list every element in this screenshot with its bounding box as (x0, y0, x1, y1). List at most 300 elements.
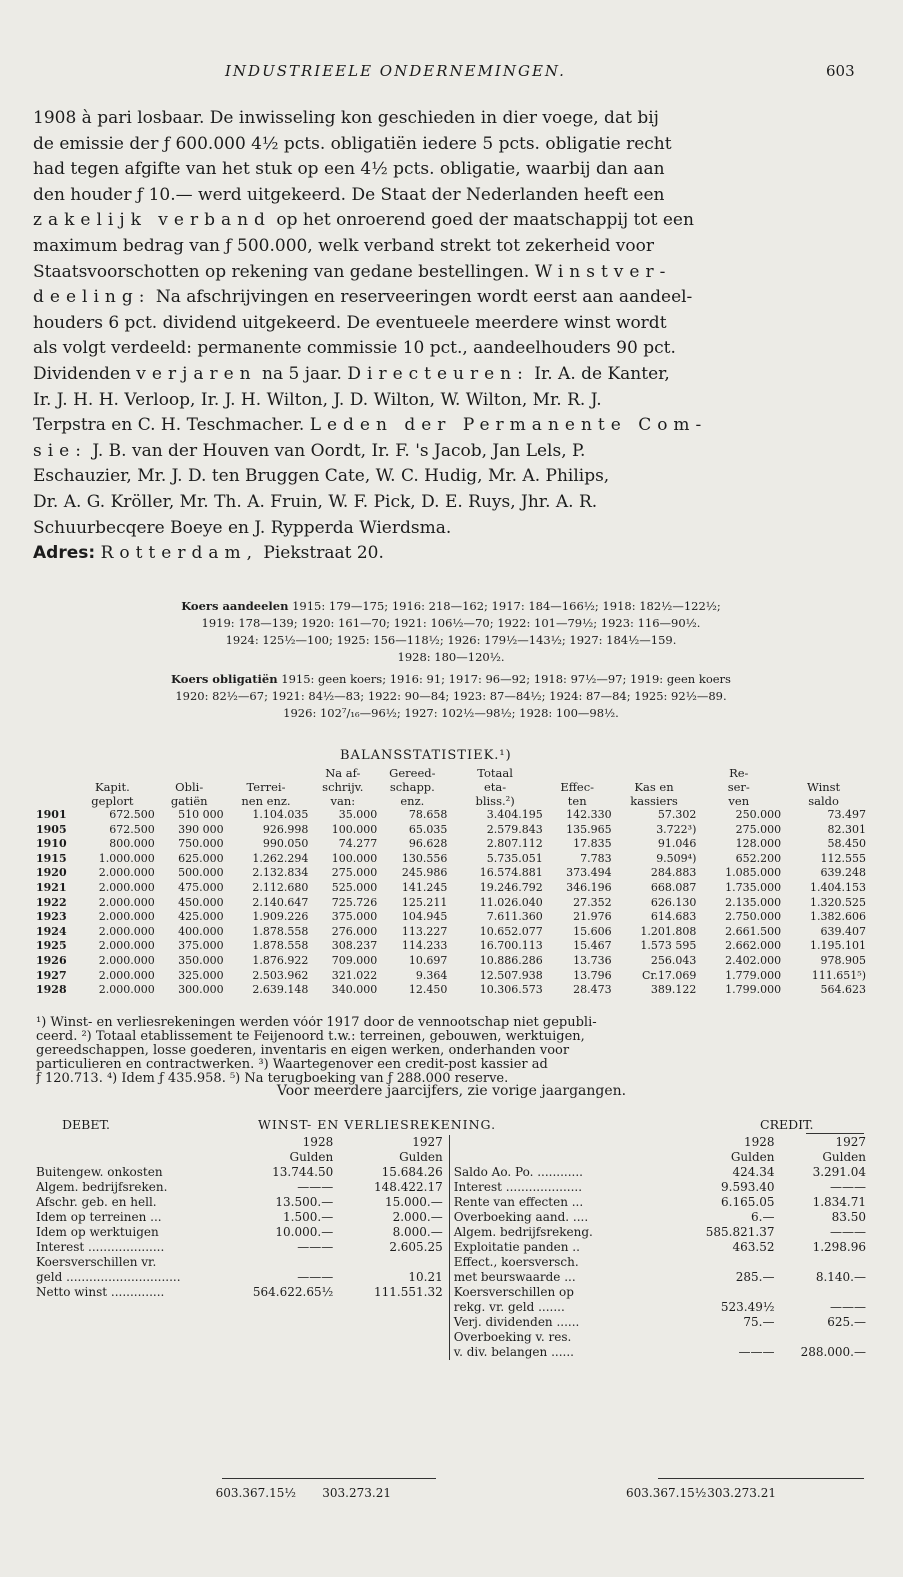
profit-loss-row (36, 1300, 866, 1315)
balance-header-cell: Winst (806, 780, 841, 794)
balance-cell: 16.700.113 (479, 939, 543, 953)
balance-cell: 135.965 (566, 822, 612, 836)
balance-cell: 2.579.843 (486, 822, 543, 836)
balance-cell: 725.726 (331, 895, 378, 909)
amount-cell: 523.49½ (720, 1300, 775, 1314)
balance-cell: 250.000 (735, 808, 782, 821)
balance-cell: 10.886.286 (479, 953, 543, 967)
text-fragment: op het onroerend goed der maatschappij tot een (270, 210, 694, 231)
text-line: 1920: 82½—67; 1921: 84½—83; 1922: 90—84; 1923: 87—84½; 1924: 87—84; 1925: 92½—89. (175, 689, 727, 703)
balance-cell: 10.306.573 (479, 983, 543, 997)
balance-cell: 672.500 (109, 808, 155, 821)
spacer-cell (36, 1135, 225, 1150)
balance-cell: 142.330 (566, 808, 612, 821)
address-line (33, 541, 869, 567)
account-label: Saldo Ao. Po. ............ (449, 1165, 694, 1180)
balance-cell: 1.195.101 (810, 939, 866, 953)
text-fragment: 1915: 179—175; 1916: 218—162; 1917: 184—166½; 1918: 182½—122½; (288, 599, 721, 613)
balance-cell: 2.661.500 (725, 924, 782, 938)
balance-header-cell: Totaal (477, 766, 513, 780)
balance-cell: 2.132.834 (252, 866, 309, 880)
balance-cell: 990.050 (262, 837, 309, 851)
address-street: Piekstraat 20. (258, 543, 384, 564)
balance-header-cell (36, 794, 70, 808)
account-label: Afschr. geb. en hell. (36, 1195, 157, 1209)
year-cell: 1915 (36, 851, 67, 865)
balance-cell: 2.000.000 (98, 983, 155, 997)
balance-cell: 614.683 (650, 910, 697, 924)
balance-cell: 2.402.000 (725, 953, 782, 967)
balance-header-row (36, 766, 866, 780)
balance-header-cell: Effec- (560, 780, 595, 794)
balance-cell: 13.736 (573, 953, 612, 967)
balance-cell: 11.026.040 (479, 895, 543, 909)
balance-cell: 321.022 (331, 968, 378, 982)
balance-cell: 1.878.558 (252, 939, 309, 953)
text-line: als volgt verdeeld: permanente commissie 10 pct., aandeelhouders 90 pct. (33, 338, 676, 359)
unit-cell: Gulden (399, 1150, 443, 1164)
total-cell: 603.367.15½ (215, 1486, 296, 1500)
balance-cell: 17.835 (573, 837, 612, 851)
amount-cell: 13.500.— (275, 1195, 334, 1209)
balance-cell: 21.976 (573, 910, 612, 924)
text-line (33, 439, 869, 465)
account-label: geld .............................. (36, 1270, 181, 1284)
balance-cell: 12.507.938 (479, 968, 543, 982)
balance-cell: 78.658 (408, 808, 448, 821)
balance-cell: 130.556 (401, 851, 448, 865)
spaced-term: verjaren (136, 363, 257, 384)
text-line: 1924: 125½—100; 1925: 156—118½; 1926: 179½—143½; 1927: 184½—159. (225, 633, 677, 647)
balance-row (36, 983, 866, 998)
profit-loss-row (36, 1210, 866, 1225)
account-label: Rente van effecten ... (449, 1195, 694, 1210)
balance-cell: 525.000 (331, 880, 378, 894)
text-fragment: J. B. van der Houven van Oordt, Ir. F. 's Jacob, Jan Lels, P. (86, 440, 586, 461)
balance-cell: 5.735.051 (486, 851, 543, 865)
balance-cell: 2.140.647 (252, 895, 309, 909)
profit-loss-title: WINST- EN VERLIESREKENING. (258, 1117, 497, 1132)
amount-cell: ——— (297, 1180, 334, 1194)
year-cell: 1901 (36, 808, 67, 821)
footnote-line: gereedschappen, losse goederen, inventaris en eigen werken, onderhanden voor (36, 1044, 570, 1058)
spacer-cell (449, 1135, 694, 1150)
balance-cell: 672.500 (109, 822, 155, 836)
balance-cell: 141.245 (401, 880, 448, 894)
footnote-line: ¹) Winst- en verliesrekeningen werden vóór 1917 door de vennootschap niet gepubli- (36, 1016, 597, 1030)
year-cell: 1927 (835, 1135, 866, 1149)
account-label: Verj. dividenden ...... (449, 1315, 694, 1330)
balance-row (36, 881, 866, 896)
share-prices (36, 598, 866, 666)
spaced-term: zakelijk verband (33, 210, 271, 231)
balance-cell: 350.000 (178, 953, 224, 967)
balance-cell: 2.000.000 (98, 895, 155, 909)
unit-cell: Gulden (289, 1150, 334, 1164)
amount-cell: 6.— (751, 1210, 775, 1224)
text-line: houders 6 pct. dividend uitgekeerd. De eventueele meerdere winst wordt (33, 312, 667, 333)
text-line (36, 598, 866, 615)
footnote-line: particulieren en contractwerken. ³) Waartegenover een credit-post kassier ad (36, 1058, 548, 1072)
balance-cell: 2.000.000 (98, 953, 155, 967)
balance-cell: 510 000 (178, 808, 224, 821)
amount-cell: 288.000.— (800, 1345, 866, 1359)
account-label (36, 1330, 225, 1345)
text-line (36, 671, 866, 688)
profit-loss-row (36, 1330, 866, 1345)
amount-cell: 564.622.65½ (252, 1285, 334, 1299)
balance-cell: 82.301 (827, 822, 866, 836)
spaced-term: Leden der Permanente Com- (309, 415, 708, 436)
total-cell: 603.367.15½ (626, 1486, 707, 1500)
spacer-cell (36, 1150, 225, 1165)
address-city: Rotterdam, (100, 543, 258, 564)
balance-cell: 125.211 (401, 895, 448, 909)
balance-cell: 35.000 (338, 808, 378, 821)
balance-cell: 276.000 (331, 924, 378, 938)
year-cell: 1924 (36, 924, 67, 938)
amount-cell (694, 1285, 774, 1300)
balance-cell: 500.000 (178, 866, 224, 880)
amount-cell: 10.21 (408, 1270, 443, 1284)
text-fragment: Staatsvoorschotten op rekening van gedane bestellingen. (33, 261, 530, 282)
total-cell: 303.273.21 (322, 1486, 391, 1500)
account-label: Algem. bedrijfsrekeng. (449, 1225, 694, 1240)
spaced-term: sie: (33, 440, 87, 461)
balance-cell: 373.494 (566, 866, 612, 880)
balance-cell: 709.000 (331, 953, 378, 967)
balance-cell: 926.998 (262, 822, 309, 836)
amount-cell: 83.50 (831, 1210, 866, 1224)
text-line: de emissie der ƒ 600.000 4½ pcts. obligatiën iedere 5 pcts. obligatie recht (33, 133, 672, 154)
balance-cell: 15.606 (573, 924, 612, 938)
balance-cell: 1.000.000 (98, 851, 155, 865)
year-cell: 1922 (36, 895, 67, 909)
balance-cell: 475.000 (178, 880, 224, 894)
unit-row (36, 1150, 866, 1165)
balance-cell: 65.035 (408, 822, 448, 836)
profit-loss-row (36, 1285, 866, 1300)
balance-cell: 2.000.000 (98, 880, 155, 894)
amount-cell (225, 1300, 334, 1315)
amount-cell (333, 1300, 449, 1315)
balance-header-cell: saldo (808, 794, 839, 808)
balance-cell: 96.628 (408, 837, 448, 851)
balance-cell: 12.450 (408, 983, 448, 997)
account-label: Overboeking v. res. (449, 1330, 694, 1345)
text-fragment: 1915: geen koers; 1916: 91; 1917: 96—92; 1918: 97½—97; 1919: geen koers (277, 672, 731, 686)
balance-cell: 1.735.000 (725, 880, 782, 894)
page-number: 603 (826, 62, 855, 80)
spacer-cell (449, 1150, 694, 1165)
credit-underline (806, 1133, 864, 1134)
balance-header-cell: Re- (729, 766, 749, 780)
balance-row (36, 808, 866, 823)
balance-cell: 2.000.000 (98, 924, 155, 938)
amount-cell: ——— (738, 1345, 775, 1359)
balance-cell: 7.783 (580, 851, 612, 865)
account-label: Koersverschillen vr. (36, 1255, 157, 1269)
balance-cell: 28.473 (573, 983, 612, 997)
balance-header-cell: gatiën (170, 794, 208, 808)
balance-header-cell: ser- (727, 780, 750, 794)
balance-cell: 626.130 (650, 895, 697, 909)
text-fragment: Terpstra en C. H. Teschmacher. (33, 415, 310, 436)
balance-row (36, 852, 866, 867)
amount-cell (225, 1315, 334, 1330)
balance-header-cell: ten (567, 794, 587, 808)
account-label: v. div. belangen ...... (449, 1345, 694, 1360)
account-label: Buitengew. onkosten (36, 1165, 163, 1179)
amount-cell (333, 1330, 449, 1345)
spaced-term: Winstver- (534, 261, 672, 282)
balance-cell: 114.233 (401, 939, 448, 953)
account-label: Idem op terreinen ... (36, 1210, 162, 1224)
account-label: Exploitatie panden .. (449, 1240, 694, 1255)
balance-cell: 275.000 (735, 822, 782, 836)
amount-cell: 585.821.37 (705, 1225, 775, 1239)
balance-header-cell: eta- (484, 780, 507, 794)
account-label: Effect., koersversch. (449, 1255, 694, 1270)
balance-row (36, 939, 866, 954)
unit-cell: Gulden (730, 1150, 775, 1164)
account-label (36, 1315, 225, 1330)
balance-cell: 58.450 (827, 837, 866, 851)
year-cell: 1910 (36, 837, 67, 851)
balance-row (36, 896, 866, 911)
balance-cell: 2.750.000 (725, 910, 782, 924)
text-fragment: Na afschrijvingen en reserveeringen wordt eerst aan aandeel- (150, 287, 693, 308)
balance-cell: 112.555 (820, 851, 866, 865)
balance-row (36, 823, 866, 838)
text-line: 1926: 102⁷/₁₆—96½; 1927: 102½—98½; 1928: 100—98½. (283, 706, 619, 720)
year-cell: 1921 (36, 880, 67, 894)
balance-cell: 100.000 (331, 822, 378, 836)
amount-cell: 2.000.— (392, 1210, 443, 1224)
balance-cell: 1.799.000 (725, 983, 782, 997)
balance-cell: 2.639.148 (252, 983, 309, 997)
balance-header-cell (36, 766, 70, 780)
amount-cell: ——— (297, 1270, 334, 1284)
account-label: met beurswaarde ... (449, 1270, 694, 1285)
balance-header-cell: kassiers (630, 794, 678, 808)
profit-loss-row (36, 1315, 866, 1330)
balance-row (36, 837, 866, 852)
profit-loss-row (36, 1180, 866, 1195)
balance-cell: 245.986 (401, 866, 448, 880)
balance-header-cell: Kas en (634, 780, 674, 794)
footnote-line: ceerd. ²) Totaal etablissement te Feijenoord t.w.: terreinen, gebouwen, werktuigen, (36, 1030, 585, 1044)
balance-header-cell: bliss.²) (475, 794, 515, 808)
account-label: Netto winst .............. (36, 1285, 165, 1299)
balance-cell: 450.000 (178, 895, 224, 909)
text-line: maximum bedrag van ƒ 500.000, welk verband strekt tot zekerheid voor (33, 235, 654, 256)
balance-cell: 3.404.195 (486, 808, 543, 821)
balance-cell: 10.652.077 (479, 924, 543, 938)
balance-cell: 256.043 (650, 953, 697, 967)
balance-header-cell: Na af- (325, 766, 361, 780)
balance-cell: 10.697 (408, 953, 448, 967)
year-cell: 1925 (36, 939, 67, 953)
account-label (36, 1345, 225, 1360)
profit-loss-table (36, 1135, 866, 1360)
amount-cell: 15.000.— (384, 1195, 443, 1209)
balance-cell: 346.196 (566, 880, 612, 894)
amount-cell (694, 1330, 774, 1345)
balance-header-cell: ven (728, 794, 750, 808)
account-label: Interest .................... (36, 1240, 165, 1254)
text-line: had tegen afgifte van het stuk op een 4½ pcts. obligatie, waarbij dan aan (33, 159, 665, 180)
amount-cell (333, 1345, 449, 1360)
account-label: Algem. bedrijfsreken. (36, 1180, 168, 1194)
balance-cell: 390 000 (178, 822, 224, 836)
text-line: den houder ƒ 10.— werd uitgekeerd. De Staat der Nederlanden heeft een (33, 184, 665, 205)
bond-prices-label: Koers obligatiën (171, 672, 278, 686)
debit-total-rule (222, 1478, 436, 1479)
balance-header-cell: nen enz. (241, 794, 291, 808)
profit-loss-row (36, 1240, 866, 1255)
balance-cell: 91.046 (657, 837, 697, 851)
year-cell: 1923 (36, 910, 67, 924)
more-years-note: Voor meerdere jaarcijfers, zie vorige jaargangen. (276, 1083, 627, 1099)
balance-cell: 9.364 (415, 968, 448, 982)
amount-cell (225, 1330, 334, 1345)
text-line: 1908 à pari losbaar. De inwisseling kon geschieden in dier voege, dat bij (33, 108, 659, 128)
text-line: 1919: 178—139; 1920: 161—70; 1921: 106½—70; 1922: 101—79½; 1923: 116—90½. (201, 616, 701, 630)
balance-cell: 27.352 (573, 895, 612, 909)
balance-cell: 128.000 (735, 837, 782, 851)
balance-header-cell (70, 766, 155, 780)
amount-cell: ——— (297, 1240, 334, 1254)
balance-cell: 9.509⁴) (656, 851, 697, 865)
balance-cell: 2.000.000 (98, 968, 155, 982)
account-label: Koersverschillen op (449, 1285, 694, 1300)
balance-cell: 400.000 (178, 924, 224, 938)
amount-cell: 625.— (827, 1315, 866, 1329)
amount-cell: 10.000.— (275, 1225, 334, 1239)
balance-cell: 639.248 (820, 866, 866, 880)
balance-cell: 7.611.360 (486, 910, 543, 924)
amount-cell (694, 1255, 774, 1270)
year-row (36, 1135, 866, 1150)
balance-cell: 1.320.525 (810, 895, 866, 909)
balance-row (36, 925, 866, 940)
company-description (33, 106, 869, 567)
balance-cell: 1.085.000 (725, 866, 782, 880)
balance-header-cell: Gereed- (389, 766, 436, 780)
balance-header-cell (781, 766, 866, 780)
balance-cell: 652.200 (735, 851, 782, 865)
amount-cell: 8.140.— (815, 1270, 866, 1284)
balance-cell: 1.878.558 (252, 924, 309, 938)
balance-cell: 2.000.000 (98, 939, 155, 953)
amount-cell (774, 1255, 866, 1270)
balance-cell: 1.909.226 (252, 910, 309, 924)
balance-cell: 308.237 (331, 939, 378, 953)
amount-cell: 148.422.17 (374, 1180, 443, 1194)
balance-cell: 57.302 (657, 808, 697, 821)
bond-prices (36, 671, 866, 722)
balance-cell: 300.000 (178, 983, 224, 997)
balance-cell: 389.122 (650, 983, 697, 997)
spaced-term: Directeuren: (347, 363, 529, 384)
text-line: Schuurbecqere Boeye en J. Rypperda Wierdsma. (33, 517, 452, 538)
balance-statistics-table (36, 766, 866, 998)
balance-cell: 564.623 (820, 983, 866, 997)
amount-cell: ——— (830, 1300, 866, 1314)
amount-cell: 1.834.71 (812, 1195, 866, 1209)
text-fragment: na 5 jaar. (256, 363, 348, 384)
year-cell: 1928 (302, 1135, 334, 1149)
balance-cell: 74.277 (338, 837, 378, 851)
balance-cell: 111.651⁵) (811, 968, 866, 982)
balance-cell: 2.807.112 (486, 837, 543, 851)
balance-header-row (36, 794, 866, 808)
balance-cell: 1.404.153 (810, 880, 866, 894)
balance-header-cell: schapp. (389, 780, 435, 794)
account-label: Interest .................... (449, 1180, 694, 1195)
profit-loss-row (36, 1270, 866, 1285)
balance-cell: 425.000 (178, 910, 224, 924)
profit-loss-row (36, 1225, 866, 1240)
amount-cell: 9.593.40 (721, 1180, 775, 1194)
balance-cell: 1.201.808 (640, 924, 697, 938)
balance-row (36, 910, 866, 925)
account-label: Overboeking aand. .... (449, 1210, 694, 1225)
share-prices-label: Koers aandeelen (181, 599, 289, 613)
text-line: Ir. J. H. H. Verloop, Ir. J. H. Wilton, J. D. Wilton, W. Wilton, Mr. R. J. (33, 389, 602, 410)
text-fragment: Ir. A. de Kanter, (528, 363, 670, 384)
balance-cell: 978.905 (820, 953, 866, 967)
amount-cell: 8.000.— (392, 1225, 443, 1239)
balance-cell: 100.000 (331, 851, 378, 865)
year-cell: 1928 (743, 1135, 775, 1149)
balance-header-cell: van: (330, 794, 356, 808)
balance-cell: 668.087 (650, 880, 697, 894)
balance-header-cell: Obli- (175, 780, 204, 794)
running-title: INDUSTRIEELE ONDERNEMINGEN. (225, 62, 566, 80)
account-label: Idem op werktuigen (36, 1225, 159, 1239)
amount-cell: 424.34 (732, 1165, 775, 1179)
balance-row (36, 866, 866, 881)
amount-cell: ——— (830, 1180, 866, 1194)
amount-cell: 1.298.96 (812, 1240, 866, 1254)
balance-cell: 73.497 (827, 808, 866, 821)
amount-cell: 463.52 (732, 1240, 775, 1254)
balance-cell: 2.000.000 (98, 866, 155, 880)
text-fragment: Dividenden (33, 363, 137, 384)
balance-header-cell: Kapit. (94, 780, 130, 794)
amount-cell: 3.291.04 (812, 1165, 866, 1179)
debit-label: DEBET. (62, 1117, 110, 1132)
balance-cell: 2.135.000 (725, 895, 782, 909)
balance-cell: Cr.17.069 (641, 968, 697, 982)
balance-cell: 104.945 (401, 910, 448, 924)
balance-cell: 19.246.792 (479, 880, 543, 894)
balance-cell: 2.112.680 (252, 880, 309, 894)
amount-cell (774, 1330, 866, 1345)
profit-loss-row (36, 1195, 866, 1210)
balance-row (36, 969, 866, 984)
address-label: Adres: (33, 543, 96, 564)
balance-cell: 340.000 (331, 983, 378, 997)
balance-cell: 275.000 (331, 866, 378, 880)
balance-header-cell (155, 766, 224, 780)
balance-header-cell (543, 766, 612, 780)
text-line: Eschauzier, Mr. J. D. ten Bruggen Cate, W. C. Hudig, Mr. A. Philips, (33, 466, 610, 487)
year-cell: 1928 (36, 983, 67, 997)
account-label (36, 1300, 225, 1315)
